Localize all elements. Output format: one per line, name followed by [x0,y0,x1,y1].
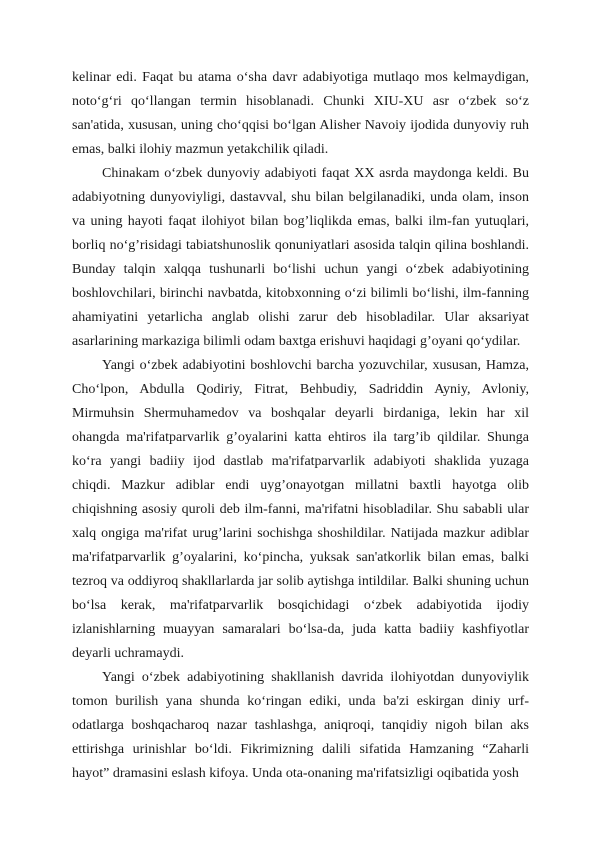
paragraph-1: kelinar edi. Faqat bu atama o‘sha davr adabiyotiga mutlaqo mos kelmaydigan, noto‘g‘ri qo‘llangan termin hisoblanadi. Chunki XIU-XU asr o‘zbek so‘z san'atida, xususan, uning cho‘qqisi bo‘lgan Alisher Navoiy ijodida dunyoviy ruh emas, balki ilohiy mazmun yetakchilik qiladi. [72,70,529,157]
paragraph-4: Yangi o‘zbek adabiyotining shakllanish davrida ilohiyotdan dunyoviylik tomon burilish yana shunda ko‘ringan ediki, unda ba'zi eskirgan diniy urf-odatlarga boshqacharoq nazar tashlashga, aniqroqi, tanqidiy nigoh bilan aks ettirishga urinishlar bo‘ldi. Fikrimizning dalili sifatida Hamzaning “Zaharli hayot” dramasini eslash kifoya. Unda ota-onaning ma'rifatsizligi oqibatida yosh [72,670,529,781]
paragraph-3: Yangi o‘zbek adabiyotini boshlovchi barcha yozuvchilar, xususan, Hamza, Cho‘lpon, Abdulla Qodiriy, Fitrat, Behbudiy, Sadriddin Ayniy, Avloniy, Mirmuhsin Shermuhamedov va boshqalar deyarli birdaniga, lekin har xil ohangda ma'rifatparvarlik g’oyalarini katta ehtiros ila targ’ib qildilar. Shunga ko‘ra yangi badiiy ijod dastlab ma'rifatparvarlik adabiyoti shaklida yuzaga chiqdi. Mazkur adiblar endi uyg’onayotgan millatni baxtli hayotga olib chiqishning asosiy quroli deb ilm-fanni, ma'rifatni hisobladilar. Shu sababli ular xalq ongiga ma'rifat urug’larini sochishga shoshildilar. Natijada mazkur adiblar ma'rifatparvarlik g’oyalarini, ko‘pincha, yuksak san'atkorlik bilan emas, balki tezroq va oddiyroq shakllarlarda jar solib aytishga intildilar. Balki shuning uchun bo‘lsa kerak, ma'rifatparvarlik bosqichidagi o‘zbek adabiyotida ijodiy izlanishlarning muayyan samaralari bo‘lsa-da, juda katta badiiy kashfiyotlar deyarli uchramaydi. [72,358,529,661]
paragraph-2: Chinakam o‘zbek dunyoviy adabiyoti faqat XX asrda maydonga keldi. Bu adabiyotning dunyoviyligi, dastavval, shu bilan belgilanadiki, unda olam, inson va uning hayoti faqat ilohiyot bilan bog’liqlikda emas, balki ilm-fan yutuqlari, borliq no‘g’risidagi tabiatshunoslik qonuniyatlari asosida talqin qilina boshlandi. Bunday talqin xalqqa tushunarli bo‘lishi uchun yangi o‘zbek adabiyotining boshlovchilari, birinchi navbatda, kitobxonning o‘zi bilimli bo‘lishi, ilm-fanning ahamiyatini yetarlicha anglab olishi zarur deb hisobladilar. Ular aksariyat asarlarining markaziga bilimli odam baxtga erishuvi haqidagi g’oyani qo‘ydilar. [72,166,529,349]
body-text [72,66,529,786]
